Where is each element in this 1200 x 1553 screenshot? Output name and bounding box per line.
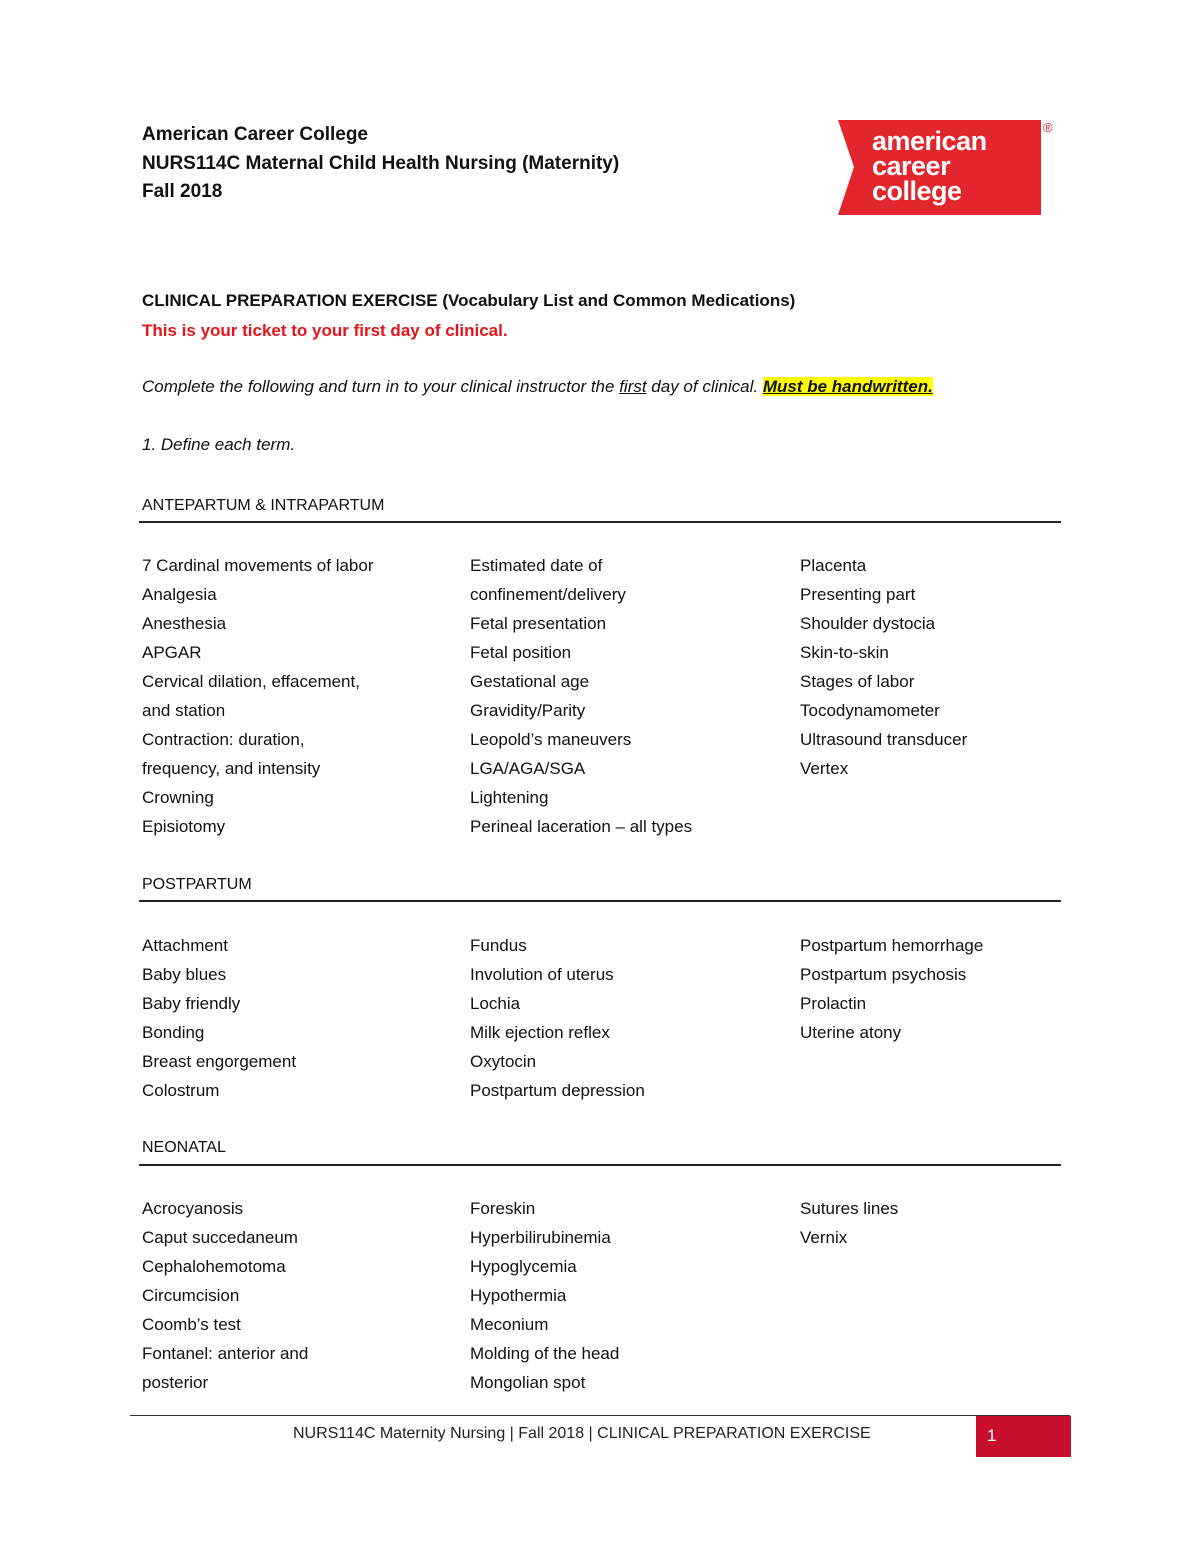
term-item: frequency, and intensity: [142, 759, 321, 778]
footer-text: NURS114C Maternity Nursing | Fall 2018 | CLINICAL PREPARATION EXERCISE: [293, 1425, 871, 1442]
term-item: Anesthesia: [142, 614, 227, 633]
term-item: Fontanel: anterior and: [142, 1344, 309, 1363]
handwritten-highlight: Must be handwritten.: [762, 377, 933, 396]
term-item: Fetal position: [470, 643, 572, 662]
term-item: Contraction: duration,: [142, 730, 305, 749]
term-item: Tocodynamometer: [800, 701, 940, 720]
term-item: Milk ejection reflex: [470, 1023, 610, 1042]
antepartum-col-1: [142, 551, 374, 841]
term-item: Estimated date of: [470, 556, 603, 575]
section-divider: [139, 1164, 1061, 1166]
neonatal-col-2: [470, 1194, 619, 1397]
logo-wordmark: american career college: [872, 126, 987, 206]
term-item: Acrocyanosis: [142, 1199, 244, 1218]
term-item: Crowning: [142, 788, 214, 807]
term: Fall 2018: [142, 181, 223, 202]
college-logo: [838, 120, 1041, 215]
term-item: Postpartum hemorrhage: [800, 936, 984, 955]
term-item: Cervical dilation, effacement,: [142, 672, 360, 691]
term-item: Cephalohemotoma: [142, 1257, 286, 1276]
term-item: Hyperbilirubinemia: [470, 1228, 611, 1247]
college-name: American Career College: [142, 124, 368, 145]
term-item: Skin-to-skin: [800, 643, 889, 662]
term-item: posterior: [142, 1373, 209, 1392]
term-item: APGAR: [142, 643, 202, 662]
term-item: Molding of the head: [470, 1344, 620, 1363]
term-item: Vertex: [800, 759, 849, 778]
section-title-postpartum: POSTPARTUM: [142, 876, 252, 893]
antepartum-col-3: [800, 551, 967, 783]
postpartum-col-2: [470, 931, 645, 1105]
term-item: Attachment: [142, 936, 228, 955]
term-item: Perineal laceration – all types: [470, 817, 693, 836]
term-item: Foreskin: [470, 1199, 536, 1218]
term-item: Prolactin: [800, 994, 867, 1013]
section-title-antepartum: ANTEPARTUM & INTRAPARTUM: [142, 497, 385, 514]
term-item: Bonding: [142, 1023, 205, 1042]
term-item: Involution of uterus: [470, 965, 614, 984]
postpartum-col-1: [142, 931, 296, 1105]
term-item: Vernix: [800, 1228, 848, 1247]
term-item: Caput succedaneum: [142, 1228, 298, 1247]
term-item: 7 Cardinal movements of labor: [142, 556, 374, 575]
term-item: Sutures lines: [800, 1199, 899, 1218]
registered-mark: ®: [1043, 120, 1053, 135]
section-divider: [139, 521, 1061, 523]
course-title: NURS114C Maternal Child Health Nursing (Maternity): [142, 153, 620, 174]
term-item: Gravidity/Parity: [470, 701, 586, 720]
section-title-neonatal: NEONATAL: [142, 1139, 226, 1156]
term-item: Presenting part: [800, 585, 916, 604]
term-item: Ultrasound transducer: [800, 730, 968, 749]
term-item: Lochia: [470, 994, 521, 1013]
page-number: 1: [976, 1416, 1071, 1457]
term-item: Gestational age: [470, 672, 590, 691]
neonatal-col-3: [800, 1194, 898, 1252]
term-item: Hypoglycemia: [470, 1257, 577, 1276]
term-item: Lightening: [470, 788, 549, 807]
term-item: Uterine atony: [800, 1023, 902, 1042]
term-item: Baby blues: [142, 965, 227, 984]
term-item: Postpartum depression: [470, 1081, 645, 1100]
postpartum-col-3: [800, 931, 983, 1047]
term-item: Postpartum psychosis: [800, 965, 967, 984]
term-item: Hypothermia: [470, 1286, 567, 1305]
term-item: Baby friendly: [142, 994, 241, 1013]
step-define-terms: 1. Define each term.: [142, 435, 296, 454]
term-item: Breast engorgement: [142, 1052, 297, 1071]
footer-divider: [130, 1415, 1070, 1416]
term-item: Analgesia: [142, 585, 217, 604]
term-item: Placenta: [800, 556, 867, 575]
antepartum-col-2: [470, 551, 692, 841]
term-item: Leopold’s maneuvers: [470, 730, 632, 749]
ticket-notice: This is your ticket to your first day of clinical.: [142, 321, 508, 340]
exercise-title: CLINICAL PREPARATION EXERCISE (Vocabulary List and Common Medications): [142, 291, 796, 310]
term-item: Oxytocin: [470, 1052, 537, 1071]
instructions: Complete the following and turn in to your clinical instructor the first day of clinical. Must be handwritten.: [142, 377, 933, 396]
term-item: and station: [142, 701, 226, 720]
term-item: Coomb’s test: [142, 1315, 241, 1334]
term-item: confinement/delivery: [470, 585, 626, 604]
term-item: Episiotomy: [142, 817, 226, 836]
term-item: Shoulder dystocia: [800, 614, 936, 633]
term-item: Colostrum: [142, 1081, 220, 1100]
neonatal-col-1: [142, 1194, 308, 1397]
term-item: Mongolian spot: [470, 1373, 586, 1392]
term-item: Meconium: [470, 1315, 549, 1334]
term-item: Circumcision: [142, 1286, 240, 1305]
term-item: Stages of labor: [800, 672, 915, 691]
term-item: Fundus: [470, 936, 527, 955]
term-item: Fetal presentation: [470, 614, 607, 633]
term-item: LGA/AGA/SGA: [470, 759, 586, 778]
section-divider: [139, 900, 1061, 902]
